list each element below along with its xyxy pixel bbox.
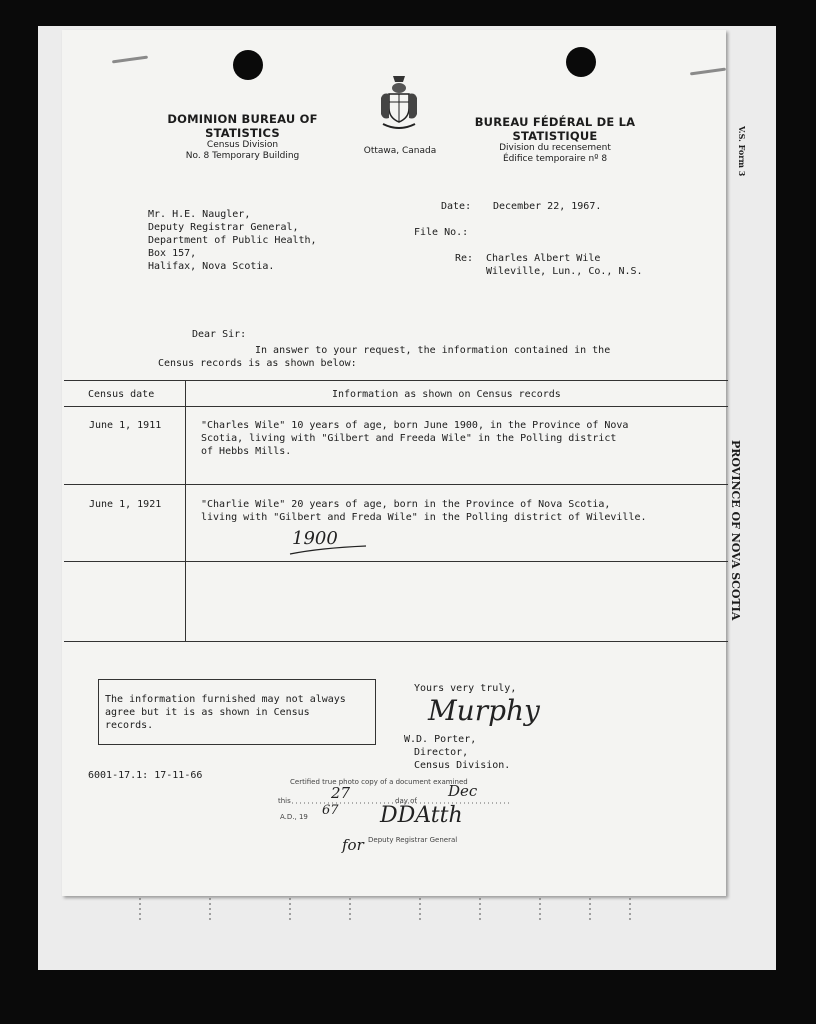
- form-number: 6001-17.1: 17-11-66: [88, 770, 203, 781]
- handwritten-underline: [288, 544, 368, 558]
- disclaimer-line: records.: [105, 720, 154, 731]
- letterhead-right: [440, 115, 670, 165]
- row-info-line: "Charles Wile" 10 years of age, born June 1900, in the Province of Nova: [201, 420, 629, 431]
- certification-year: 67: [322, 803, 339, 818]
- certification-text: Certified true photo copy of a document examined: [290, 778, 468, 786]
- disclaimer-line: agree but it is as shown in Census: [105, 707, 310, 718]
- back-sheet-dotted-fields: [120, 898, 640, 922]
- punch-hole: [566, 47, 596, 77]
- table-top-rule: [64, 380, 728, 381]
- recipient-line: Box 157,: [148, 248, 197, 259]
- signatory-title: Director,: [414, 747, 469, 758]
- date-value: December 22, 1967.: [493, 201, 602, 212]
- table-row-rule: [64, 561, 728, 562]
- table-bottom-rule: [64, 641, 728, 642]
- certification-month: Dec: [448, 782, 478, 800]
- row-info-line: Scotia, living with "Gilbert and Freeda Wile" in the Polling district: [201, 433, 617, 444]
- intro-line: In answer to your request, the information contained in the: [255, 345, 611, 356]
- certification-day: 27: [331, 784, 351, 802]
- table-row-rule: [64, 484, 728, 485]
- salutation: Dear Sir:: [192, 329, 247, 340]
- recipient-line: Mr. H.E. Naugler,: [148, 209, 251, 220]
- building-en: No. 8 Temporary Building: [185, 151, 300, 161]
- intro-line: Census records is as shown below:: [158, 358, 357, 369]
- punch-hole: [233, 50, 263, 80]
- signatory-division: Census Division.: [414, 760, 511, 771]
- letterhead-center: [345, 146, 455, 157]
- bureau-title-fr: BUREAU FÉDÉRAL DE LA STATISTIQUE: [474, 115, 636, 143]
- handwritten-year: 1900: [292, 528, 338, 549]
- city: Ottawa, Canada: [363, 146, 437, 156]
- division-en: Census Division: [206, 140, 279, 150]
- signature-murphy: Murphy: [428, 694, 540, 727]
- certification-day-of: day of: [395, 797, 417, 805]
- row-info-line: "Charlie Wile" 20 years of age, born in the Province of Nova Scotia,: [201, 499, 611, 510]
- row-date: June 1, 1921: [89, 499, 162, 510]
- header-census-date: Census date: [88, 389, 155, 400]
- row-info-line: living with "Gilbert and Freda Wile" in the Polling district of Wileville.: [201, 512, 647, 523]
- closing-salutation: Yours very truly,: [414, 683, 517, 694]
- header-information: Information as shown on Census records: [332, 389, 561, 400]
- letterhead-left: [130, 112, 355, 162]
- date-label: Date:: [441, 201, 472, 212]
- table-header-rule: [64, 406, 728, 407]
- row-date: June 1, 1911: [89, 420, 162, 431]
- recipient-line: Halifax, Nova Scotia.: [148, 261, 275, 272]
- re-label: Re:: [455, 253, 474, 264]
- division-fr: Division du recensement: [499, 143, 611, 153]
- table-column-rule: [185, 380, 186, 641]
- signatory-name: W.D. Porter,: [404, 734, 477, 745]
- certification-role: Deputy Registrar General: [368, 836, 458, 844]
- recipient-line: Deputy Registrar General,: [148, 222, 299, 233]
- bureau-title-en: DOMINION BUREAU OF STATISTICS: [167, 112, 318, 140]
- re-name: Charles Albert Wile: [486, 253, 601, 264]
- coat-of-arms-icon: [377, 72, 421, 134]
- certification-signature: DDAtth: [380, 803, 463, 828]
- form-label: V.S. Form 3: [737, 126, 747, 177]
- row-info-line: of Hebbs Mills.: [201, 446, 292, 457]
- disclaimer-line: The information furnished may not always: [105, 694, 346, 705]
- file-label: File No.:: [414, 227, 469, 238]
- certification-for: for: [342, 836, 364, 854]
- province-label: PROVINCE OF NOVA SCOTIA: [729, 440, 742, 621]
- certification-ad: A.D., 19: [280, 813, 308, 821]
- building-fr: Édifice temporaire nº 8: [502, 154, 608, 164]
- certification-this: this: [278, 797, 291, 805]
- recipient-line: Department of Public Health,: [148, 235, 317, 246]
- re-location: Wileville, Lun., Co., N.S.: [486, 266, 643, 277]
